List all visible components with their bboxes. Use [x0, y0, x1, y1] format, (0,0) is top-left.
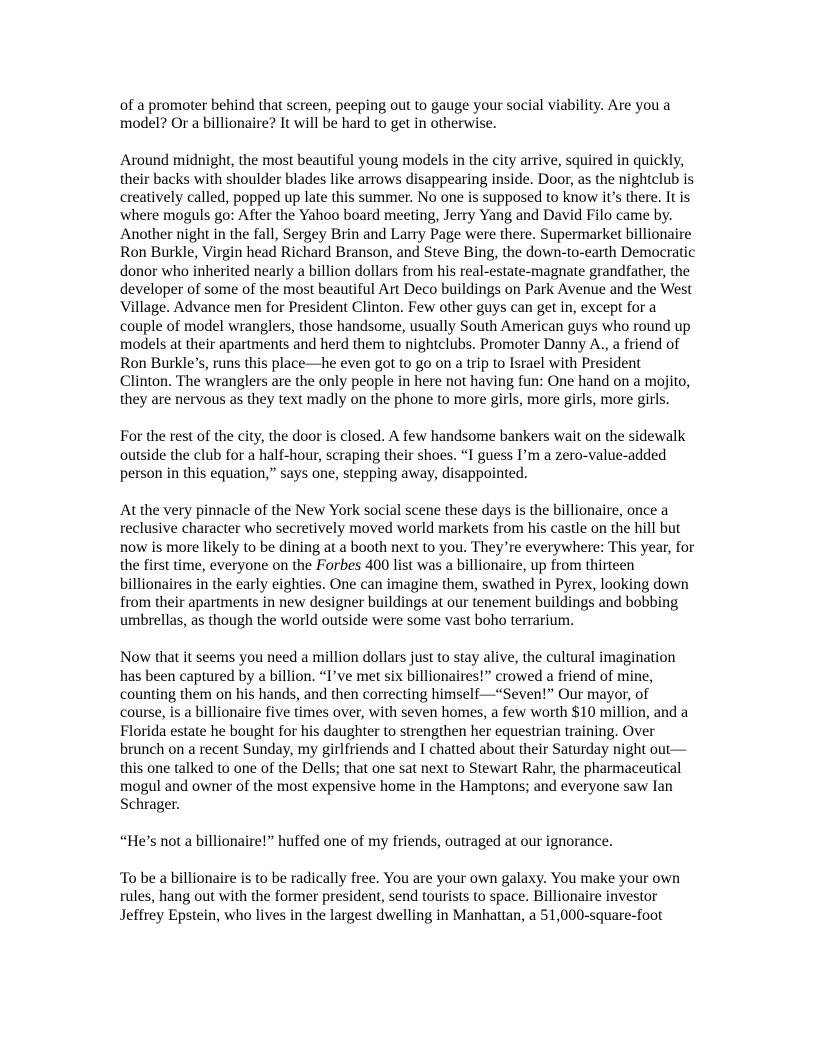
text-run: “He’s not a billionaire!” huffed one of my friends, outraged at our ignorance. — [120, 833, 613, 851]
paragraph-2 — [120, 152, 696, 410]
italic-text-run: Forbes — [315, 557, 362, 575]
paragraph-5 — [120, 649, 696, 815]
paragraph-3 — [120, 428, 696, 483]
paragraph-6 — [120, 833, 696, 851]
text-run: 400 list was a billionaire, up from thirteen billionaires in the early eighties. One can imagine them, swathed in Pyrex, looking down from their apartments in new designer buildings at our tenement buildings and bobbing umbrellas, as though the world outside were some vast boho terrarium. — [120, 557, 689, 630]
text-run: For the rest of the city, the door is closed. A few handsome bankers wait on the sidewalk outside the club for a half-hour, scraping their shoes. “I guess I’m a zero-value-added person in this equation,” says one, stepping away, disappointed. — [120, 428, 686, 483]
paragraph-7 — [120, 870, 696, 925]
text-run: To be a billionaire is to be radically free. You are your own galaxy. You make your own rules, hang out with the former president, send tourists to space. Billionaire investor Jeffrey Epstein, who lives in the largest dwelling in Manhattan, a 51,000-square-foot — [120, 869, 680, 924]
paragraph-4 — [120, 502, 696, 631]
text-run: At the very pinnacle of the New York social scene these days is the billionaire, once a reclusive character who secretively moved world markets from his castle on the hill but now is more likely to be dining at a booth next to you. They’re everywhere: This year, for the first time, everyone on the — [120, 501, 695, 575]
text-run: Now that it seems you need a million dollars just to stay alive, the cultural imagination has been captured by a billion. “I’ve met six billionaires!” crowed a friend of mine, counting them on his hands, and then correcting himself—“Seven!” Our mayor, of course, is a billionaire five times over, with seven homes, a few worth $10 million, and a Florida estate he bought for his daughter to strengthen her equestrian training. Over brunch on a recent Sunday, my girlfriends and I chatted about their Saturday night out—this one talked to one of the Dells; that one sat next to Stewart Rahr, the pharmaceutical mogul and owner of the most expensive home in the Hamptons; and everyone saw Ian Schrager. — [120, 649, 689, 814]
page-content — [120, 97, 696, 925]
paragraph-1 — [120, 97, 696, 134]
text-run: Around midnight, the most beautiful young models in the city arrive, squired in quickly, their backs with shoulder blades like arrows disappearing inside. Door, as the nightclub is creatively called, popped up late this summer. No one is supposed to know it’s there. It is where moguls go: After the Yahoo board meeting, Jerry Yang and David Filo came by. Another night in the fall, Sergey Brin and Larry Page were there. Supermarket billionaire Ron Burkle, Virgin head Richard Branson, and Steve Bing, the down-to-earth Democratic donor who inherited nearly a billion dollars from his real-estate-magnate grandfather, the developer of some of the most beautiful Art Deco buildings on Park Avenue and the West Village. Advance men for President Clinton. Few other guys can get in, except for a couple of model wranglers, those handsome, usually South American guys who round up models at their apartments and herd them to nightclubs. Promoter Danny A., a friend of Ron Burkle’s, runs this place—he even got to go on a trip to Israel with President Clinton. The wranglers are the only people in here not having fun: One hand on a mojito, they are nervous as they text madly on the phone to more girls, more girls, more girls. — [120, 152, 696, 409]
text-run: of a promoter behind that screen, peeping out to gauge your social viability. Are you a model? Or a billionaire? It will be hard to get in otherwise. — [120, 97, 671, 133]
